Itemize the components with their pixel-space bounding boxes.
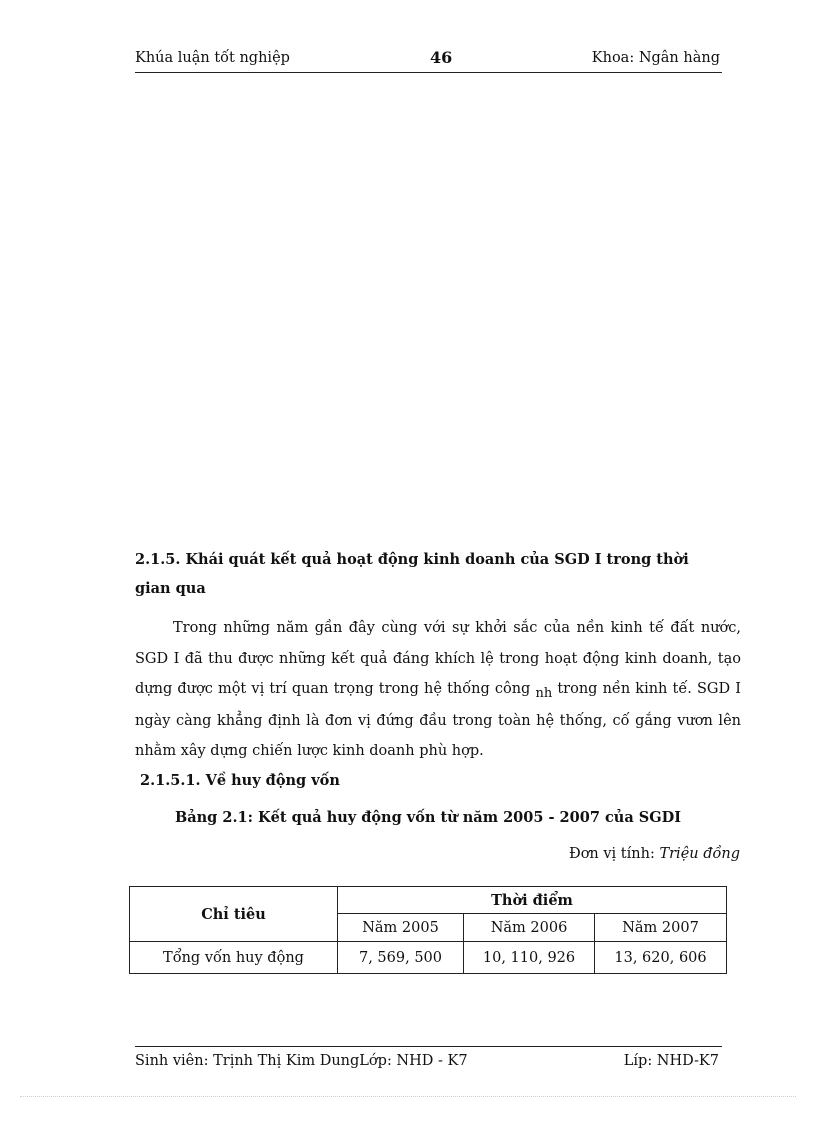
unit-value: Triệu đồng — [659, 846, 740, 862]
row-header-cell: Chỉ tiêu — [130, 887, 338, 942]
footer-right: Líp: NHD-K7 — [623, 1053, 719, 1069]
page-header — [135, 50, 722, 73]
page-number: 46 — [430, 48, 453, 67]
column-header: Năm 2006 — [464, 914, 595, 942]
column-header: Năm 2007 — [595, 914, 727, 942]
section-heading: 2.1.5. Khái quát kết quả hoạt động kinh doanh của SGD I trong thời gian qua — [135, 551, 689, 597]
unit-label-text: Đơn vị tính: — [568, 846, 655, 862]
capital-table — [129, 886, 727, 974]
unit-label — [569, 846, 740, 862]
header-right: Khoa: Ngân hàng — [591, 50, 720, 66]
table-cell: 7, 569, 500 — [338, 942, 464, 974]
page-footer — [135, 1046, 722, 1069]
table-caption: Bảng 2.1: Kết quả huy động vốn từ năm 2005 - 2007 của SGDI — [174, 809, 681, 826]
footer-left: Sinh viên: Trịnh Thị Kim DungLớp: NHD - K7 — [135, 1053, 468, 1069]
table-cell: 13, 620, 606 — [595, 942, 727, 974]
table-header-row — [130, 887, 727, 914]
body-paragraph — [135, 613, 741, 767]
table-row — [130, 942, 727, 974]
table-cell: 10, 110, 926 — [464, 942, 595, 974]
group-header-cell: Thời điểm — [338, 887, 727, 914]
paragraph-part-2: trong nền kinh tế. SGD I ngày càng khẳng định là đơn vị đứng đầu trong toàn hệ thống, cố gắng vươn lên nhằm xây dựng chiến lược kinh doanh phù hợp. — [135, 681, 741, 759]
subheading: 2.1.5.1. Về huy động vốn — [140, 772, 340, 789]
paragraph-subscript: nh — [535, 686, 553, 701]
row-label: Tổng vốn huy động — [130, 942, 338, 974]
page-edge-divider — [20, 1096, 796, 1097]
paragraph-part-1: Trong những năm gần đây cùng với sự khởi sắc của nền kinh tế đất nước, SGD I đã thu được những kết quả đáng khích lệ trong hoạt động kinh doanh, tạo dựng được một vị trí quan trọng trong hệ thống công — [135, 620, 741, 697]
column-header: Năm 2005 — [338, 914, 464, 942]
header-left: Khúa luận tốt nghiệp — [135, 50, 290, 66]
